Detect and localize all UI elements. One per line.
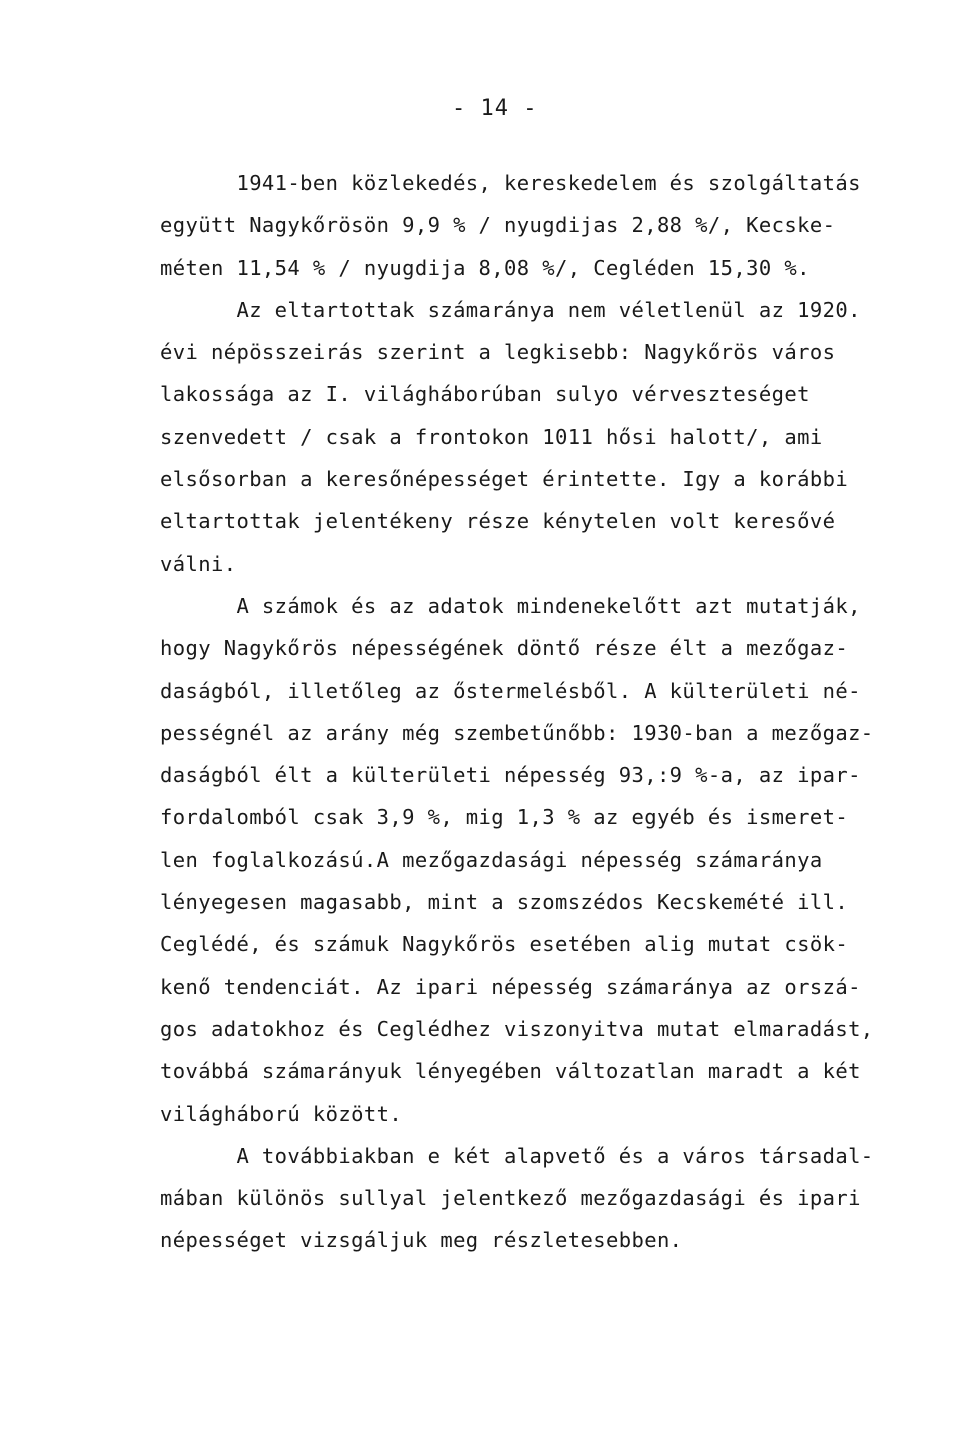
- text-line: A számok és az adatok mindenekelőtt azt mutatják,: [160, 593, 861, 618]
- text-line: kenő tendenciát. Az ipari népesség számaránya az orszá-: [160, 974, 861, 999]
- text-line: 1941-ben közlekedés, kereskedelem és szolgáltatás: [160, 171, 861, 195]
- text-line: daságból, illetőleg az őstermelésből. A külterületi né-: [160, 678, 861, 703]
- text-line: gos adatokhoz és Ceglédhez viszonyitva mutat elmaradást,: [160, 1016, 874, 1041]
- text-line: eltartottak jelentékeny része kénytelen volt keresővé: [160, 509, 836, 534]
- text-line: hogy Nagykőrös népességének döntő része élt a mezőgaz-: [160, 636, 849, 661]
- text-line: A továbbiakban e két alapvető és a város társadal-: [160, 1143, 874, 1168]
- text-line: lakossága az I. világháborúban sulyo vérveszteséget: [160, 382, 810, 407]
- text-line: méten 11,54 % / nyugdija 8,08 %/, Cegléden 15,30 %.: [160, 255, 810, 280]
- text-line: lényegesen magasabb, mint a szomszédos Kecskemété ill.: [160, 890, 849, 915]
- text-line: együtt Nagykőrösön 9,9 % / nyugdijas 2,88 %/, Kecske-: [160, 213, 836, 238]
- text-line: len foglalkozású.A mezőgazdasági népesség számaránya: [160, 847, 823, 872]
- text-line: évi népösszeirás szerint a legkisebb: Nagykőrös város: [160, 340, 836, 365]
- text-line: mában különös sullyal jelentkező mezőgazdasági és ipari: [160, 1186, 861, 1211]
- text-line: fordalomból csak 3,9 %, mig 1,3 % az egyéb és ismeret-: [160, 805, 849, 830]
- page-number: - 14 -: [452, 96, 538, 121]
- text-line: világháború között.: [160, 1101, 403, 1126]
- text-line: elsősorban a keresőnépességet érintette. Igy a korábbi: [160, 467, 849, 492]
- text-line: szenvedett / csak a frontokon 1011 hősi halott/, ami: [160, 424, 823, 449]
- text-line: népességet vizsgáljuk meg részletesebben.: [160, 1228, 683, 1253]
- text-line: válni.: [160, 551, 237, 576]
- text-line: Ceglédé, és számuk Nagykőrös esetében alig mutat csök-: [160, 932, 849, 957]
- text-line: Az eltartottak számaránya nem véletlenül az 1920.: [160, 297, 861, 322]
- text-line: daságból élt a külterületi népesség 93,:9 %-a, az ipar-: [160, 763, 861, 788]
- text-line: pességnél az arány még szembetűnőbb: 1930-ban a mezőgaz-: [160, 720, 874, 745]
- body-text: [160, 162, 920, 1262]
- text-line: továbbá számarányuk lényegében változatlan maradt a két: [160, 1059, 861, 1084]
